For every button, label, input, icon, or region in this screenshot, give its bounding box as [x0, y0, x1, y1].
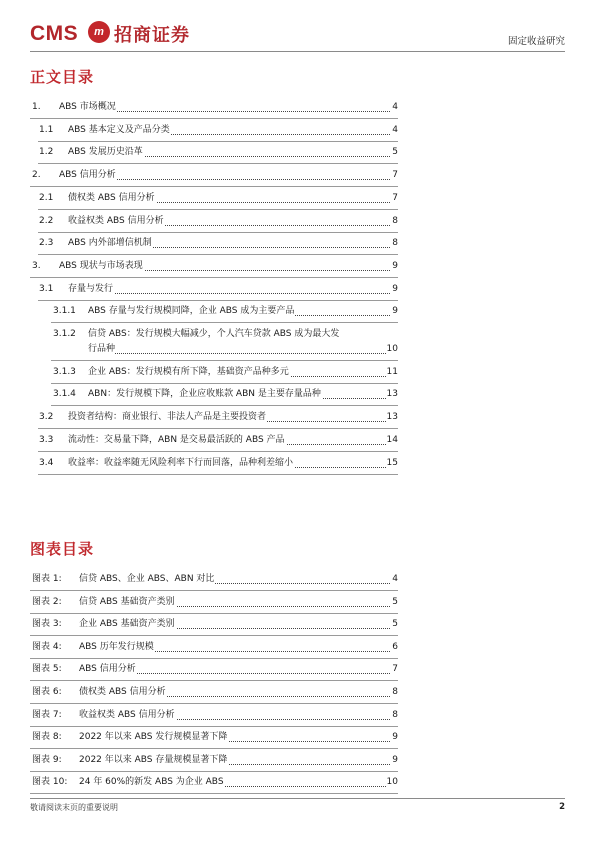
figure-entry[interactable] [30, 640, 398, 655]
toc-entry-page: 4 [391, 123, 398, 138]
figure-row-divider [30, 613, 398, 614]
toc-entry[interactable] [30, 410, 398, 425]
logo-mark-icon: m [88, 21, 110, 43]
toc-entry-title: ABS 市场概况 [59, 100, 117, 115]
toc-entry-title: 投资者结构：商业银行、非法人产品是主要投资者 [68, 410, 267, 425]
toc-entry[interactable] [30, 191, 398, 206]
toc-entry[interactable] [30, 145, 398, 160]
toc-entry-title: ABS 信用分析 [59, 168, 117, 183]
toc-entry-title: ABS 存量与发行规模同降，企业 ABS 成为主要产品 [88, 304, 295, 319]
toc-entry-number: 2.2 [39, 215, 54, 226]
toc-entry-number: 2.1 [39, 192, 54, 203]
toc-entry[interactable] [30, 456, 398, 471]
figure-entry-label: 图表 2: [32, 596, 62, 607]
figure-entry-title: 收益权类 ABS 信用分析 [79, 708, 176, 723]
figure-entry[interactable] [30, 595, 398, 610]
figure-entry-title: 企业 ABS 基础资产类别 [79, 617, 176, 632]
figure-entry-label: 图表 1: [32, 574, 62, 584]
figure-entry-label: 图表 10: [32, 777, 68, 788]
toc-entry-page: 15 [386, 456, 398, 471]
toc-row-divider [51, 360, 398, 361]
figure-entry[interactable] [30, 753, 398, 768]
toc-entry[interactable] [30, 123, 398, 138]
figure-entry-page: 9 [391, 730, 398, 745]
toc-entry-number: 3.1.3 [53, 366, 76, 377]
toc-entry-number: 3.1.2 [53, 329, 76, 339]
toc-entry-title-continued: 行品种 [88, 342, 115, 357]
figure-entry-title: ABS 历年发行规模 [79, 640, 155, 655]
toc-entry-title: ABN：发行规模下降，企业应收账款 ABN 是主要存量品种 [88, 387, 322, 402]
figure-entry-label: 图表 6: [32, 687, 62, 697]
toc-entry-number: 2. [32, 170, 41, 181]
figure-entry-title: ABS 信用分析 [79, 662, 137, 677]
toc-entry[interactable] [30, 365, 398, 380]
toc-entry-title: ABS 发展历史沿革 [68, 145, 144, 160]
figure-entry[interactable] [30, 730, 398, 745]
figure-entry[interactable] [30, 775, 398, 790]
toc-row-divider [38, 254, 398, 255]
toc-row-divider [38, 232, 398, 233]
toc-entry-title: 债权类 ABS 信用分析 [68, 191, 156, 206]
toc-entry-title: 企业 ABS：发行规模有所下降，基础资产品种多元 [88, 365, 290, 380]
report-type: 固定收益研究 [507, 36, 565, 47]
figure-entry-page: 6 [391, 640, 398, 655]
figure-row-divider [30, 590, 398, 591]
toc-entry-page: 10 [386, 342, 398, 357]
figure-entry-title: 信贷 ABS、企业 ABS、ABN 对比 [79, 572, 215, 587]
footer-divider [30, 798, 565, 799]
logo-latin: CMS [30, 22, 79, 45]
toc-row-divider [51, 383, 398, 384]
toc-entry-number: 3.3 [39, 434, 54, 445]
toc-entry-page: 9 [391, 259, 398, 274]
figure-entry-label: 图表 4: [32, 641, 62, 652]
figure-entry-title: 债权类 ABS 信用分析 [79, 685, 167, 700]
toc-entry-number: 2.3 [39, 238, 54, 249]
figure-row-divider [30, 726, 398, 727]
figure-entry-page: 10 [386, 775, 398, 790]
figure-entry-title: 2022 年以来 ABS 存量规模显著下降 [79, 753, 228, 768]
toc-row-divider [38, 451, 398, 452]
toc-entry-page: 7 [391, 168, 398, 183]
toc-row-divider [38, 428, 398, 429]
toc-entry-number: 3.1 [39, 283, 54, 294]
toc-entry-page: 4 [391, 100, 398, 115]
toc-entry-number: 3. [32, 260, 41, 271]
toc-entry-number: 3.1.1 [53, 306, 76, 317]
toc-entry-page: 5 [391, 145, 398, 160]
figure-entry[interactable] [30, 685, 398, 700]
toc-row-divider [30, 186, 398, 187]
header-divider [30, 51, 565, 52]
toc-entry-title: 存量与发行 [68, 282, 114, 297]
toc-entry-title: ABS 基本定义及产品分类 [68, 123, 171, 138]
logo-chinese: 招商证券 [114, 25, 190, 46]
toc-row-divider [38, 300, 398, 301]
figure-row-divider [30, 793, 398, 794]
toc-entry-page: 14 [386, 433, 398, 448]
toc-entry-page: 13 [386, 387, 398, 402]
toc-row-divider [38, 474, 398, 475]
figure-entry-page: 5 [391, 595, 398, 610]
figure-entry[interactable] [30, 708, 398, 723]
toc-entry-title: 收益率：收益率随无风险利率下行而回落，品种利差缩小 [68, 456, 294, 471]
figure-entry-label: 图表 3: [32, 619, 62, 630]
figure-entry-page: 8 [391, 685, 398, 700]
toc-entry-page: 13 [386, 410, 398, 425]
toc-row-divider [38, 209, 398, 210]
figures-title: 图表目录 [30, 540, 95, 558]
figure-entry[interactable] [30, 572, 398, 587]
figure-entry-label: 图表 8: [32, 732, 62, 743]
toc-entry-page: 9 [391, 304, 398, 319]
toc-entry[interactable] [30, 214, 398, 229]
toc-entry[interactable] [30, 236, 398, 251]
toc-entry[interactable] [30, 327, 398, 357]
toc-row-divider [38, 141, 398, 142]
toc-entry-title: ABS 现状与市场表现 [59, 259, 144, 274]
figure-entry-page: 7 [391, 662, 398, 677]
toc-entry-number: 3.2 [39, 412, 54, 423]
toc-entry[interactable] [30, 387, 398, 402]
toc-entry-number: 3.1.4 [53, 389, 76, 400]
toc-entry-title: ABS 内外部增信机制 [68, 236, 153, 251]
figure-entry-title: 信贷 ABS 基础资产类别 [79, 595, 176, 610]
toc-title: 正文目录 [30, 68, 95, 86]
toc-entry-page: 7 [391, 191, 398, 206]
toc-entry-title: 流动性：交易量下降，ABN 是交易最活跃的 ABS 产品 [68, 433, 286, 448]
toc-entry[interactable] [30, 259, 398, 274]
toc-row-divider [30, 118, 398, 119]
toc-entry-page: 11 [386, 365, 398, 380]
page-header [30, 18, 565, 52]
toc-row-divider [51, 322, 398, 323]
figure-entry-page: 5 [391, 617, 398, 632]
toc-entry[interactable] [30, 282, 398, 297]
toc-entry[interactable] [30, 433, 398, 448]
toc-row-divider [30, 277, 398, 278]
figure-entry-page: 4 [391, 572, 398, 587]
toc-entry[interactable] [30, 100, 398, 115]
figure-entry[interactable] [30, 617, 398, 632]
figure-row-divider [30, 748, 398, 749]
figure-row-divider [30, 658, 398, 659]
figure-entry-label: 图表 9: [32, 754, 62, 765]
figure-row-divider [30, 771, 398, 772]
figure-entry-page: 9 [391, 753, 398, 768]
footer-note: 敬请阅读末页的重要说明 [30, 803, 118, 812]
figure-row-divider [30, 680, 398, 681]
page-number: 2 [559, 802, 565, 812]
toc-row-divider [51, 405, 398, 406]
toc-entry[interactable] [30, 304, 398, 319]
figure-entry[interactable] [30, 662, 398, 677]
figure-row-divider [30, 635, 398, 636]
toc-entry-page: 9 [391, 282, 398, 297]
toc-entry-number: 3.4 [39, 457, 54, 468]
toc-entry[interactable] [30, 168, 398, 183]
toc-entry-number: 1.2 [39, 147, 54, 158]
toc-leader-dots [88, 352, 390, 354]
figure-entry-title: 24 年 60%的新发 ABS 为企业 ABS [79, 775, 225, 790]
toc-entry-title: 信贷 ABS：发行规模大幅减少，个人汽车贷款 ABS 成为最大发 [88, 329, 340, 339]
toc-entry-number: 1.1 [39, 124, 54, 135]
figure-entry-label: 图表 5: [32, 664, 62, 675]
toc-entry-page: 8 [391, 236, 398, 251]
toc-leader-dots [68, 292, 390, 294]
figure-entry-page: 8 [391, 708, 398, 723]
figure-entry-label: 图表 7: [32, 709, 62, 720]
figure-entry-title: 2022 年以来 ABS 发行规模显著下降 [79, 730, 228, 745]
figure-row-divider [30, 703, 398, 704]
toc-entry-page: 8 [391, 214, 398, 229]
toc-row-divider [38, 163, 398, 164]
toc-entry-title: 收益权类 ABS 信用分析 [68, 214, 165, 229]
toc-entry-number: 1. [32, 102, 41, 112]
